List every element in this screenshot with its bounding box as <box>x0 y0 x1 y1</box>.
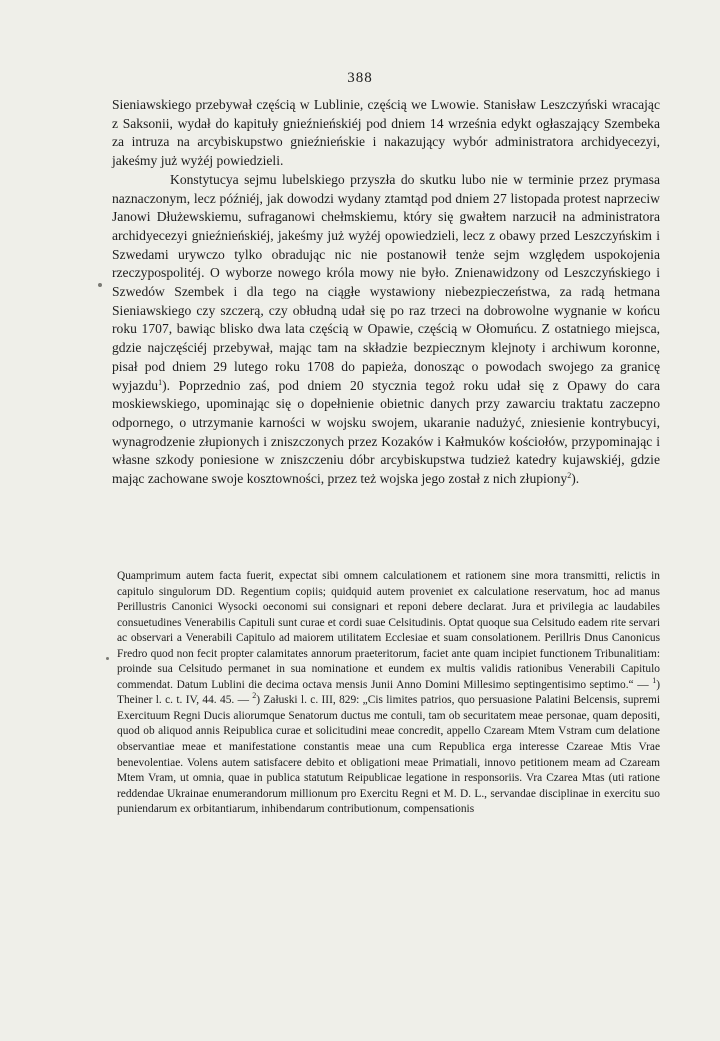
paragraph: Sieniawskiego przebywał częścią w Lublinie, częścią we Lwowie. Stanisław Leszczyński wracając z Saksonii, wydał do kapituły gnieźnieńskiéj pod dniem 14 września edykt ogłaszający Szembeka za intruza na arcybiskupstwo gnieźnieńskie i nakazujący wybór administratora archidyecezyi, jakeśmy już wyżéj powiedzieli. <box>112 97 660 169</box>
paragraph-text: ). Poprzednio zaś, pod dniem 20 stycznia tegoż roku udał się z Opawy do cara moskiewskiego, upominając się o dopełnienie obietnic danych przy zawarciu traktatu zaczepno odpornego, o utrzymanie karności w wojsku swojem, ukaranie nadużyć, zniesienie kontrybucyi, wynagrodzenie złupionych i zniszczonych przez Kozaków i Kałmuków kościołów, przypominając i własne szkody poniesione w zniszczeniu dóbr arcybiskupstwa tudzież katedry kujawskiéj, gdzie mając zachowane swoje kosztowności, przez też wojska jego został z nich złupiony <box>112 377 660 487</box>
paper-speck <box>106 657 109 660</box>
paper-speck <box>98 283 102 287</box>
footnote-text: ) Załuski l. c. III, 829: „Cis limites patrios, quo persuasione Palatini Belcensis, supremi Exercituum Regni Ducis aliorumque Senatorum ductus me contuli, tam ob securitatem meae personae, quam depositi, quod ob aliquod annis Reipublica curae et solicitudini meae concredit, appello Czaream Mtem Vstram cum delatione observantiae meae et manifestatione constantis meae una cum Republica erga interesse Czareae Mtis Vrae benevolentiae. Volens autem satisfacere debito et obligationi meae Primatiali, innovo petitionem meam ad Czaream Mtem Vram, ut omnia, quae in publica statutum Reipublicae legatione in responsoriis. Vra Czarea Mtas (uti ratione reddendae Ukrainae enumerandorum millionum pro Exercitu Regni et M. D. L., servandae disciplinae in exercitu suo puniendarum ex orbitantiarum, inhibendarum contributionum, compensationis <box>117 694 660 816</box>
footnote-text: Quamprimum autem facta fuerit, expectat sibi omnem calculationem et rationem sine mora transmitti, relictis in capitulo singulorum DD. Regentium copiis; quidquid autem proveniet ex calculatione reservatum, hoc ad manus Perillustris Canonici Wysocki oeconomi sui consignari et reponi debere declarat. Jura et privilegia ac laudabiles consuetudines Venerabilis Capituli sunt curae et cordi suae Celsitudinis. Optat quoque sua Celsitudo eadem rite servari ac observari a Venerabili Capitulo ad maiorem utilitatem Ecclesiae et suam consolationem. Perillris Dnus Canonicus Fredro quod non fecit propter calamitates annorum praeteritorum, faciet ante quam incipiet functionem Tribunalitiam: proinde sua Celsitudo permanet in sua nominatione et eundem ex multis validis rationibus Venerabili Capitulo commendat. Datum Lublini die decima octava mensis Junii Anno Domini Millesimo septingentisimo septimo.“ — <box>117 570 660 691</box>
footnote-text: ) Theiner l. c. t. IV, 44. 45. — <box>117 678 660 707</box>
paragraph <box>112 171 660 489</box>
footnote-ref: 1 <box>158 377 163 387</box>
footnote-block <box>117 569 660 818</box>
footnotes <box>117 569 660 818</box>
main-text <box>112 96 660 489</box>
page-number: 388 <box>347 70 373 86</box>
footnote-ref: 2 <box>567 471 572 481</box>
paragraph-text: Konstytucya sejmu lubelskiego przyszła do skutku lubo nie w terminie przez prymasa naznaczonym, lecz późniéj, jak dowodzi wydany ztamtąd pod dniem 27 listopada protest naprzeciw Janowi Dłużewskiemu, sufraganowi chełmskiemu, który się gwałtem narzucił na administratora archidyecezyi gnieźnieńskiéj, jakeśmy już wyżéj opowiedzieli, lecz z obawy przed Leszczyńskim i Szwedami urywczo tylko obradując nic nie postanowił tenże sejm względem uspokojenia rzeczypospolitéj. O wyborze nowego króla mowy nie było. Znienawidzony od Leszczyńskiego i Szwedów Szembek i dla tego na ciągłe wystawiony niebezpieczeństwa, za radą hetmana Sieniawskiego czy szczerą, czy obłudną udał się po raz trzeci na dobrowolne wygnanie w końcu roku 1707, bawiąc blisko dwa lata częścią w Opawie, częścią w Ołomuńcu. Z ostatniego miejsca, gdzie najczęściéj przebywał, mając tam na składzie bezpiecznym klejnoty i archiwum koronne, pisał pod dniem 29 lutego roku 1708 do papieża, donosząc o powodach swojego za granicę wyjazdu <box>112 171 660 393</box>
paragraph-text: ). <box>571 471 580 487</box>
footnote-mark: 1 <box>652 675 657 685</box>
footnote-mark: 2 <box>252 691 257 701</box>
